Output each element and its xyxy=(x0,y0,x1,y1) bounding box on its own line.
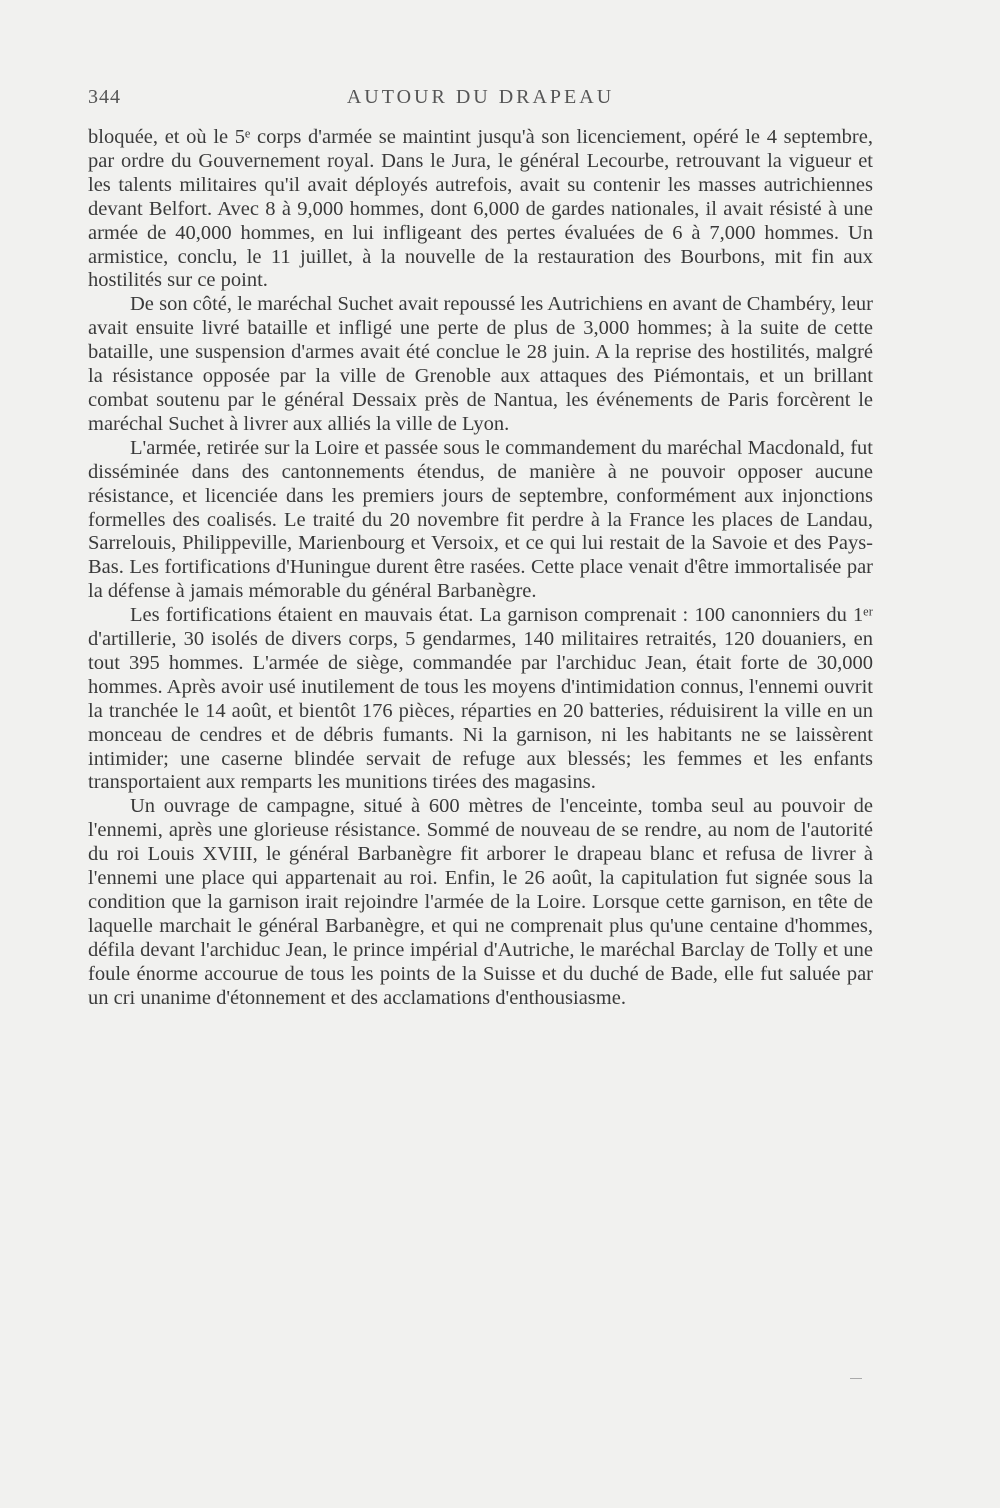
body-text xyxy=(88,126,873,1011)
paragraph-loire-army: L'armée, retirée sur la Loire et passée sous le commandement du maréchal Macdonald, fut disséminée dans des cantonnements étendus, de manière à ne pouvoir opposer aucune résistance, et licenciée dans les premiers jours de septembre, conformément aux injonctions formelles des coalisés. Le traité du 20 novembre fit perdre à la France les places de Landau, Sarrelouis, Philippeville, Marienbourg et Versoix, et ce qui lui restait de la Savoie et des Pays-Bas. Les fortifications d'Huningue durent être rasées. Cette place venait d'être immortalisée par la défense à jamais mémorable du général Barbanègre. xyxy=(88,436,873,603)
running-title: AUTOUR DU DRAPEAU xyxy=(346,86,615,108)
stray-mark xyxy=(850,1374,862,1379)
paragraph-suchet: De son côté, le maréchal Suchet avait repoussé les Autrichiens en avant de Chambéry, leur avait ensuite livré bataille et infligé une perte de plus de 3,000 hommes; à la suite de cette bataille, une suspension d'armes avait été conclue le 28 juin. A la reprise des hostilités, malgré la résistance opposée par la ville de Grenoble aux attaques des Piémontais, et un brillant combat soutenu par le général Dessaix près de Nantua, les événements de Paris forcèrent le maréchal Suchet à livrer aux alliés la ville de Lyon. xyxy=(88,293,873,435)
page-number: 344 xyxy=(88,86,121,108)
running-head xyxy=(88,86,873,116)
paragraph-continuation: bloquée, et où le 5ᵉ corps d'armée se maintint jusqu'à son licenciement, opéré le 4 septembre, par ordre du Gouvernement royal. Dans le Jura, le général Lecourbe, retrouvant la vigueur et les talents militaires qu'il avait déployés autrefois, avait su contenir les masses autrichiennes devant Belfort. Avec 8 à 9,000 hommes, dont 6,000 de gardes nationales, il avait résisté à une armée de 40,000 hommes, en lui infligeant des pertes évaluées de 6 à 7,000 hommes. Un armistice, conclu, le 11 juillet, à la nouvelle de la restauration des Bourbons, mit fin aux hostilités sur ce point. xyxy=(88,126,873,292)
paragraph-fortifications: Les fortifications étaient en mauvais état. La garnison comprenait : 100 canonniers du 1ᵉʳ d'artillerie, 30 isolés de divers corps, 5 gendarmes, 140 militaires retraités, 120 douaniers, en tout 395 hommes. L'armée de siège, commandée par l'archiduc Jean, était forte de 30,000 hommes. Après avoir usé inutilement de tous les moyens d'intimidation connus, l'ennemi ouvrit la tranchée le 14 août, et bientôt 176 pièces, réparties en 20 batteries, réduisirent la ville en un monceau de cendres et de débris fumants. Ni la garnison, ni les habitants ne se laissèrent intimider; une caserne blindée servait de refuge aux blessés; les femmes et les enfants transportaient aux remparts les munitions tirées des magasins. xyxy=(88,604,873,794)
paragraph-capitulation: Un ouvrage de campagne, situé à 600 mètres de l'enceinte, tomba seul au pouvoir de l'ennemi, après une glorieuse résistance. Sommé de nouveau de se rendre, au nom de l'autorité du roi Louis XVIII, le général Barbanègre fit arborer le drapeau blanc et refusa de livrer à l'ennemi une place qui appartenait au roi. Enfin, le 26 août, la capitulation fut signée sous la condition que la garnison irait rejoindre l'armée de la Loire. Lorsque cette garnison, en tête de laquelle marchait le général Barbanègre, et qui ne comprenait plus qu'une centaine d'hommes, défila devant l'archiduc Jean, le prince impérial d'Autriche, le maréchal Barclay de Tolly et une foule énorme accourue de tous les points de la Suisse et du duché de Bade, elle fut saluée par un cri unanime d'étonnement et des acclamations d'enthousiasme. xyxy=(88,795,873,1009)
